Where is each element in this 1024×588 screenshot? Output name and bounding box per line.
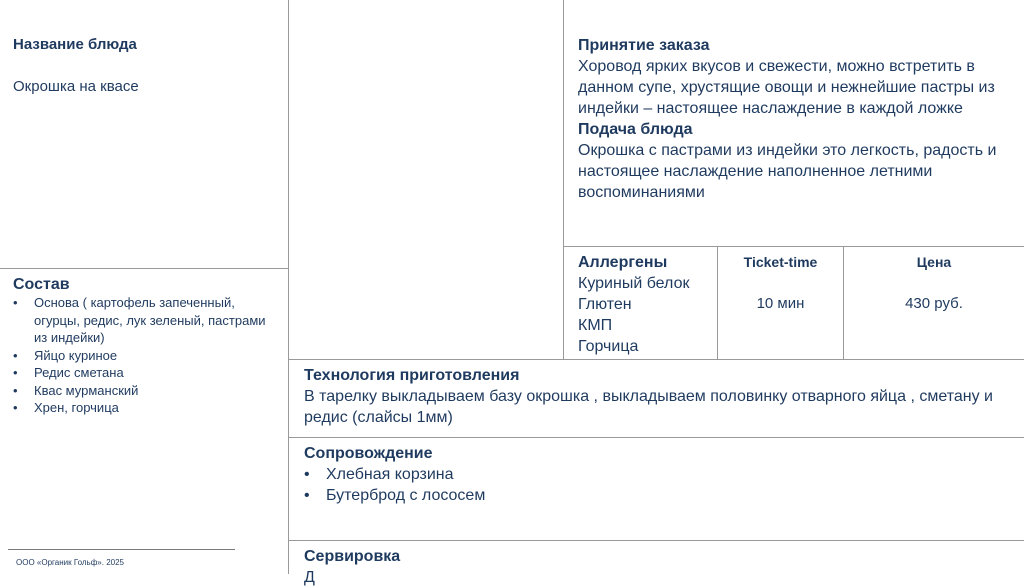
dish-heading: Название блюда [13,36,137,53]
composition-block [13,275,275,417]
allergen-item: КМП [578,317,613,334]
allergen-item: Куриный белок [578,275,690,292]
list-item: • Яйцо куриное [13,347,275,365]
divider-accompaniment [288,437,1024,438]
price-block [844,253,1024,313]
order-heading: Принятие заказа [578,37,710,54]
allergens-block [578,252,716,357]
ticket-heading: Ticket-time [743,254,818,270]
list-item: • Хрен, горчица [13,399,275,417]
divider-left-column [288,0,289,574]
table-setting-text: Д [304,569,315,586]
accompaniment-block [304,443,1004,506]
list-item: • Квас мурманский [13,382,275,400]
divider-allergens [563,246,1024,247]
composition-heading: Состав [13,276,70,293]
divider-right-column [563,0,564,359]
accompaniment-heading: Сопровождение [304,445,433,462]
divider-technology [288,359,1024,360]
ticket-block [718,253,843,313]
accompaniment-list [304,464,1004,506]
technology-block [304,365,1004,428]
allergens-heading: Аллергены [578,254,668,271]
divider-composition [0,268,288,269]
dish-block [13,36,278,96]
technology-text: В тарелку выкладываем базу окрошка , выкладываем половинку отварного яйца , сметану и редис (слайсы 1мм) [304,388,993,426]
price-heading: Цена [916,254,952,270]
footer-rule [8,549,235,550]
footer-copyright: ООО «Органик Гольф». 2025 [16,558,124,567]
order-text: Хоровод ярких вкусов и свежести, можно встретить в данном супе, хрустящие овощи и нежнейшие пастры из индейки – настоящее наслаждение в каждой ложке [578,58,995,117]
list-item: • Редис сметана [13,364,275,382]
allergen-item: Глютен [578,296,632,313]
list-item: • Хлебная корзина [304,464,1004,485]
composition-list [13,294,275,417]
price-value: 430 руб. [905,295,963,312]
list-item: • Основа ( картофель запеченный, огурцы, редис, лук зеленый, пастрами из индейки) [13,294,275,347]
allergen-item: Горчица [578,338,639,355]
serving-heading: Подача блюда [578,121,693,138]
technology-heading: Технология приготовления [304,367,520,384]
ticket-value: 10 мин [756,295,805,312]
list-item: • Бутерброд с лососем [304,485,1004,506]
divider-table-setting [288,540,1024,541]
table-setting-heading: Сервировка [304,548,401,565]
table-setting-block [304,546,1004,586]
serving-text: Окрошка с пастрами из индейки это легкость, радость и настоящее наслаждение наполненное летними воспоминаниями [578,142,997,201]
dish-name: Окрошка на квасе [13,78,139,95]
order-block [578,35,1018,203]
